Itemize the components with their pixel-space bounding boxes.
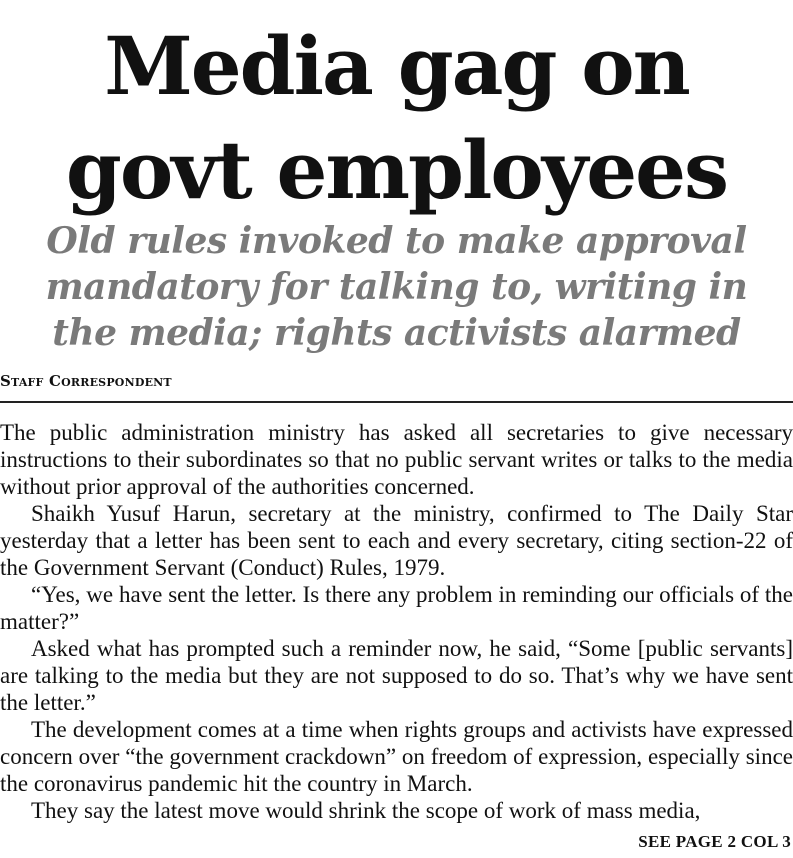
- headline-line-2: govt employees: [65, 123, 728, 217]
- subheadline-line-1: Old rules invoked to make approval: [46, 220, 747, 262]
- article-body: [0, 419, 793, 824]
- body-paragraph-6: They say the latest move would shrink the scope of work of mass media,: [31, 798, 701, 823]
- body-paragraph-3: “Yes, we have sent the letter. Is there any problem in reminding our officials of the matter?”: [0, 582, 793, 634]
- byline-divider: [0, 401, 793, 403]
- body-paragraph-5: The development comes at a time when rights groups and activists have expressed concern over “the government crackdown” on freedom of expression, especially since the coronavirus pandemic hit the country in March.: [0, 717, 793, 796]
- headline-line-1: Media gag on: [104, 19, 689, 113]
- subheadline-line-3: the media; rights activists alarmed: [52, 312, 741, 354]
- body-paragraph-1: The public administration ministry has asked all secretaries to give necessary instructions to their subordinates so that no public servant writes or talks to the media without prior approval of the authorities concerned.: [0, 420, 793, 499]
- body-paragraph-2: Shaikh Yusuf Harun, secretary at the ministry, confirmed to The Daily Star yesterday that a letter has been sent to each and every secretary, citing section-22 of the Government Servant (Conduct) Rules, 1979.: [0, 501, 793, 580]
- headline: [0, 14, 793, 222]
- body-paragraph-4: Asked what has prompted such a reminder now, he said, “Some [public servants] are talking to the media but they are not supposed to do so. That’s why we have sent the letter.”: [0, 636, 793, 715]
- subheadline: [0, 218, 793, 356]
- byline: Staff Correspondent: [0, 372, 172, 390]
- subheadline-line-2: mandatory for talking to, writing in: [45, 266, 748, 308]
- continued-jump-line: SEE PAGE 2 COL 3: [638, 832, 791, 851]
